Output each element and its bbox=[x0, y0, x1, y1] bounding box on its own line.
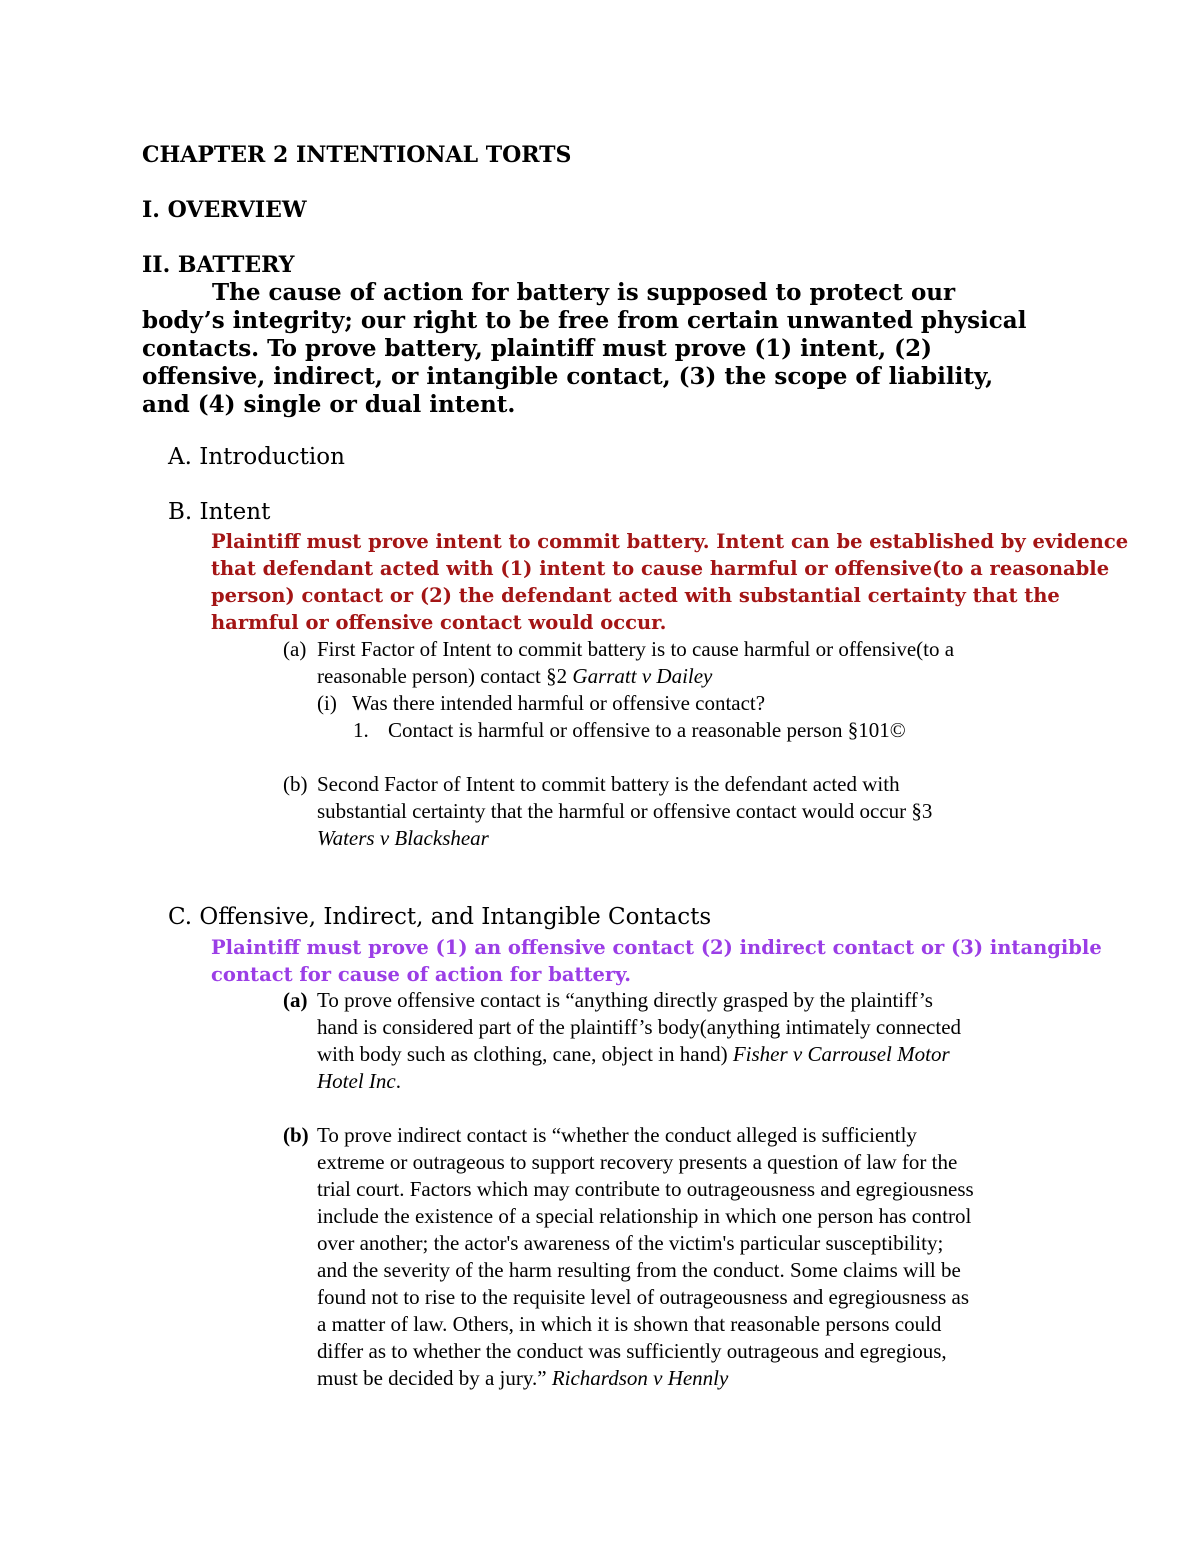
item-text-line: over another; the actor's awareness of the victim's particular susceptibility; bbox=[317, 1231, 944, 1255]
subsection-introduction-heading: A. Introduction bbox=[168, 444, 345, 470]
case-citation: Waters v Blackshear bbox=[317, 826, 489, 850]
item-text-line: and the severity of the harm resulting from the conduct. Some claims will be bbox=[317, 1258, 961, 1282]
item-marker: (b) bbox=[283, 1123, 309, 1147]
section-overview-heading: I. OVERVIEW bbox=[142, 197, 307, 223]
subsection-contacts-heading: C. Offensive, Indirect, and Intangible Contacts bbox=[168, 904, 712, 930]
item-text-line: To prove indirect contact is “whether the conduct alleged is sufficiently bbox=[317, 1123, 917, 1147]
item-text-line: hand is considered part of the plaintiff’s body(anything intimately connected bbox=[317, 1015, 962, 1039]
item-text-line: differ as to whether the conduct was sufficiently outrageous and egregious, bbox=[317, 1339, 947, 1363]
contacts-rule-paragraph bbox=[211, 934, 1102, 988]
intent-rule-line: that defendant acted with (1) intent to cause harmful or offensive(to a reasonable bbox=[211, 557, 1110, 580]
intent-item-a bbox=[0, 636, 1200, 696]
case-citation: Fisher v Carrousel Motor bbox=[732, 1042, 950, 1066]
item-text-line: substantial certainty that the harmful or offensive contact would occur §3 bbox=[317, 799, 933, 823]
contacts-rule-line: contact for cause of action for battery. bbox=[211, 963, 632, 986]
item-marker: (i) bbox=[317, 691, 337, 715]
section-battery-heading: II. BATTERY bbox=[142, 252, 295, 278]
intent-rule-paragraph bbox=[211, 528, 1128, 636]
intent-item-i bbox=[0, 690, 1200, 720]
contacts-rule-line: Plaintiff must prove (1) an offensive contact (2) indirect contact or (3) intangible bbox=[211, 936, 1102, 959]
item-text-line: First Factor of Intent to commit battery is to cause harmful or offensive(to a bbox=[317, 637, 955, 661]
item-marker: (a) bbox=[283, 988, 308, 1012]
case-citation: Garratt v Dailey bbox=[572, 664, 713, 688]
item-marker: (a) bbox=[283, 637, 307, 661]
item-text-end: . bbox=[395, 1069, 401, 1093]
intent-item-b bbox=[0, 771, 1200, 861]
intent-item-1 bbox=[0, 717, 1200, 747]
item-text-line: include the existence of a special relationship in which one person has control bbox=[317, 1204, 972, 1228]
battery-line: contacts. To prove battery, plaintiff must prove (1) intent, (2) bbox=[142, 335, 932, 362]
item-text-line: To prove offensive contact is “anything directly grasped by the plaintiff’s bbox=[317, 988, 933, 1012]
battery-line: offensive, indirect, or intangible contact, (3) the scope of liability, bbox=[142, 363, 994, 390]
case-citation: Hotel Inc bbox=[317, 1069, 396, 1093]
item-text: Contact is harmful or offensive to a reasonable person §101© bbox=[388, 718, 906, 742]
battery-line: The cause of action for battery is supposed to protect our bbox=[212, 279, 956, 306]
contacts-item-a bbox=[0, 987, 1200, 1102]
case-citation: Richardson v Hennly bbox=[551, 1366, 729, 1390]
contacts-item-b bbox=[0, 1122, 1200, 1402]
item-text-line: found not to rise to the requisite level of outrageousness and egregiousness as bbox=[317, 1285, 970, 1309]
item-marker: (b) bbox=[283, 772, 308, 796]
intent-rule-line: harmful or offensive contact would occur. bbox=[211, 611, 667, 634]
item-text-line: Second Factor of Intent to commit battery is the defendant acted with bbox=[317, 772, 900, 796]
item-text-line: a matter of law. Others, in which it is shown that reasonable persons could bbox=[317, 1312, 942, 1336]
item-marker: 1. bbox=[353, 718, 369, 742]
item-text-line: must be decided by a jury.” bbox=[317, 1366, 552, 1390]
subsection-intent-heading: B. Intent bbox=[168, 499, 271, 525]
item-text-line: trial court. Factors which may contribute to outrageousness and egregiousness bbox=[317, 1177, 974, 1201]
intent-rule-line: person) contact or (2) the defendant acted with substantial certainty that the bbox=[211, 584, 1060, 607]
item-text-line: reasonable person) contact §2 bbox=[317, 664, 573, 688]
battery-paragraph bbox=[142, 279, 1026, 419]
battery-line: and (4) single or dual intent. bbox=[142, 391, 516, 418]
battery-line: body’s integrity; our right to be free from certain unwanted physical bbox=[142, 307, 1027, 334]
chapter-title: CHAPTER 2 INTENTIONAL TORTS bbox=[142, 142, 572, 168]
item-text: Was there intended harmful or offensive contact? bbox=[352, 691, 766, 715]
item-text-line: extreme or outrageous to support recovery presents a question of law for the bbox=[317, 1150, 958, 1174]
intent-rule-line: Plaintiff must prove intent to commit battery. Intent can be established by evidence bbox=[211, 530, 1129, 553]
item-text-line: with body such as clothing, cane, object in hand) bbox=[317, 1042, 733, 1066]
